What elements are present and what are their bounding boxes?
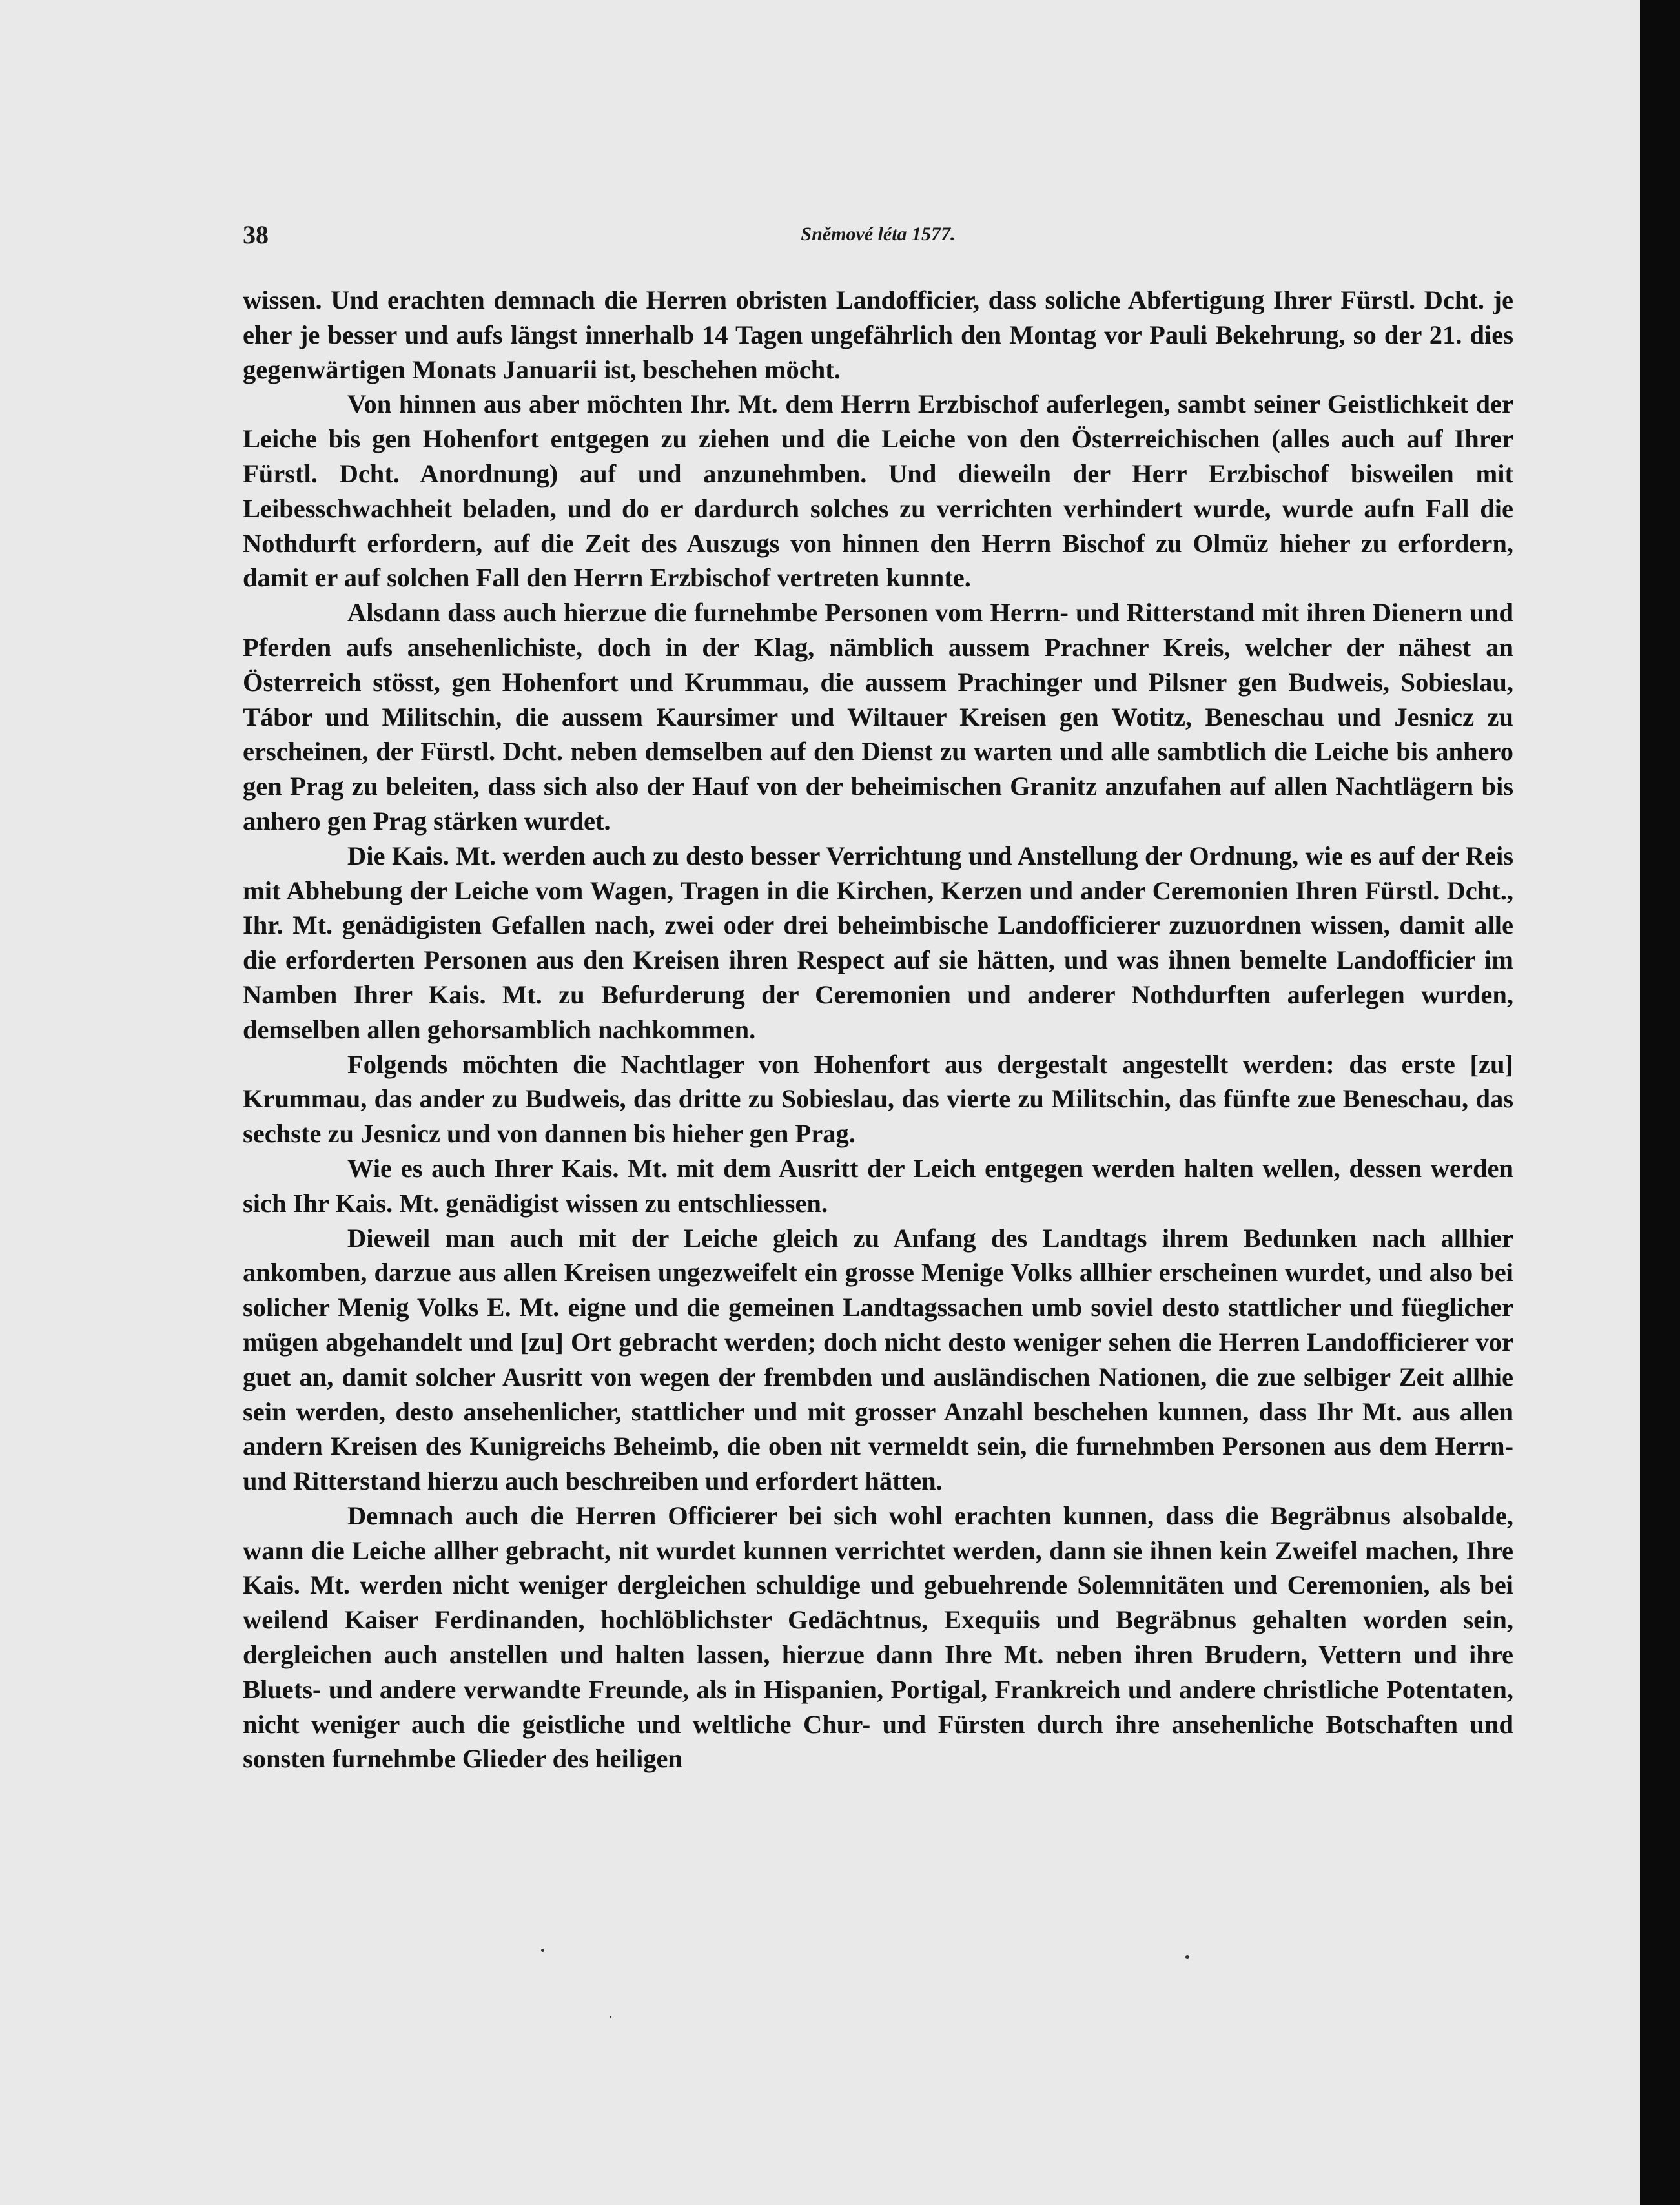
paragraph-8: Demnach auch die Herren Officierer bei sich wohl erachten kunnen, dass die Begräbnus alsobalde, wann die Leiche allher gebracht, nit wurdet kunnen verrichtet werden, dann sie ihnen kein Zweifel machen, Ihre Kais. Mt. werden nicht weniger dergleichen schuldige und gebuehrende Solemnitäten und Ceremonien, als bei weilend Kaiser Ferdinanden, hochlöblichster Gedächtnus, Exequiis und Begräbnus gehalten worden sein, dergleichen auch anstellen und halten lassen, hierzue dann Ihre Mt. neben ihren Brudern, Vettern und ihre Bluets- und andere verwandte Freunde, als in Hispanien, Portigal, Frankreich und andere christliche Potentaten, nicht weniger auch die geistliche und weltliche Chur- und Fürsten durch ihre ansehenliche Botschaften und sonsten furnehmbe Glieder des heiligen: [243, 1501, 1513, 1774]
scan-speck: [541, 1949, 544, 1952]
paragraph-2: Von hinnen aus aber möchten Ihr. Mt. dem Herrn Erzbischof auferlegen, sambt seiner Geistlichkeit der Leiche bis gen Hohenfort entgegen zu ziehen und die Leiche von den Österreichischen (alles auch auf Ihrer Fürstl. Dcht. Anordnung) auf und anzunehmben. Und dieweiln der Herr Erzbischof bisweilen mit Leibesschwachheit beladen, und do er dardurch solches zu verrichten verhindert wurde, wurde aufn Fall die Nothdurft erfordern, auf die Zeit des Auszugs von hinnen den Herrn Bischof zu Olmüz hieher zu erfordern, damit er auf solchen Fall den Herrn Erzbischof vertreten kunnte.: [243, 389, 1513, 593]
body-text: [243, 283, 1513, 1776]
scan-border: [1640, 0, 1680, 2205]
scan-speck: [1185, 1955, 1189, 1959]
paragraph-1: wissen. Und erachten demnach die Herren obristen Landofficier, dass soliche Abfertigung Ihrer Fürstl. Dcht. je eher je besser und aufs längst innerhalb 14 Tagen ungefährlich den Montag vor Pauli Bekehrung, so der 21. dies gegenwärtigen Monats Januarii ist, beschehen möcht.: [243, 285, 1513, 384]
paragraph-3: Alsdann dass auch hierzue die furnehmbe Personen vom Herrn- und Ritterstand mit ihren Dienern und Pferden aufs ansehenlichiste, doch in der Klag, nämblich aussem Prachner Kreis, welcher der nähest an Österreich stösst, gen Hohenfort und Krummau, die aussem Prachinger und Pilsner gen Budweis, Sobieslau, Tábor und Militschin, die aussem Kaursimer und Wiltauer Kreisen gen Wotitz, Beneschau und Jesnicz zu erscheinen, der Fürstl. Dcht. neben demselben auf den Dienst zu warten und alle sambtlich die Leiche bis anhero gen Prag zu beleiten, dass sich also der Hauf von der beheimischen Granitz anzufahen auf allen Nachtlägern bis anhero gen Prag stärken wurdet.: [243, 598, 1513, 836]
paragraph-7: Dieweil man auch mit der Leiche gleich zu Anfang des Landtags ihrem Bedunken nach allhier ankomben, darzue aus allen Kreisen ungezweifelt ein grosse Menige Volks allhier erscheinen wurdet, und also bei solicher Menig Volks E. Mt. eigne und die gemeinen Landtagssachen umb soviel desto stattlicher und füeglicher mügen abgehandelt und [zu] Ort gebracht werden; doch nicht desto weniger sehen die Herren Landofficierer vor guet an, damit solcher Ausritt von wegen der frembden und ausländischen Nationen, die zue selbiger Zeit allhie sein werden, desto ansehenlicher, stattlicher und mit grosser Anzahl beschehen kunnen, dass Ihr Mt. aus allen andern Kreisen des Kunigreichs Beheimb, die oben nit vermeldt sein, die furnehmben Personen aus dem Herrn- und Ritterstand hierzu auch beschreiben und erfordert hätten.: [243, 1223, 1513, 1496]
paragraph-5: Folgends möchten die Nachtlager von Hohenfort aus dergestalt angestellt werden: das erste [zu] Krummau, das ander zu Budweis, das dritte zu Sobieslau, das vierte zu Militschin, das fünfte zue Beneschau, das sechste zu Jesnicz und von dannen bis hieher gen Prag.: [243, 1049, 1513, 1149]
paragraph-4: Die Kais. Mt. werden auch zu desto besser Verrichtung und Anstellung der Ordnung, wie es auf der Reis mit Abhebung der Leiche vom Wagen, Tragen in die Kirchen, Kerzen und ander Ceremonien Ihren Fürstl. Dcht., Ihr. Mt. genädigisten Gefallen nach, zwei oder drei beheimbische Landofficierer zuzuordnen wissen, damit alle die erforderten Personen aus den Kreisen ihren Respect auf sie hätten, und was ihnen bemelte Landofficier im Namben Ihrer Kais. Mt. zu Befurderung der Ceremonien und anderer Nothdurften auferlegen wurden, demselben allen gehorsamblich nachkommen.: [243, 841, 1513, 1044]
paragraph-6: Wie es auch Ihrer Kais. Mt. mit dem Ausritt der Leich entgegen werden halten wellen, dessen werden sich Ihr Kais. Mt. genädigist wissen zu entschliessen.: [243, 1153, 1513, 1218]
running-header: [243, 220, 1513, 258]
scan-speck: [610, 2016, 611, 2018]
running-title: Sněmové léta 1577.: [801, 223, 956, 245]
page-number: 38: [243, 220, 269, 249]
